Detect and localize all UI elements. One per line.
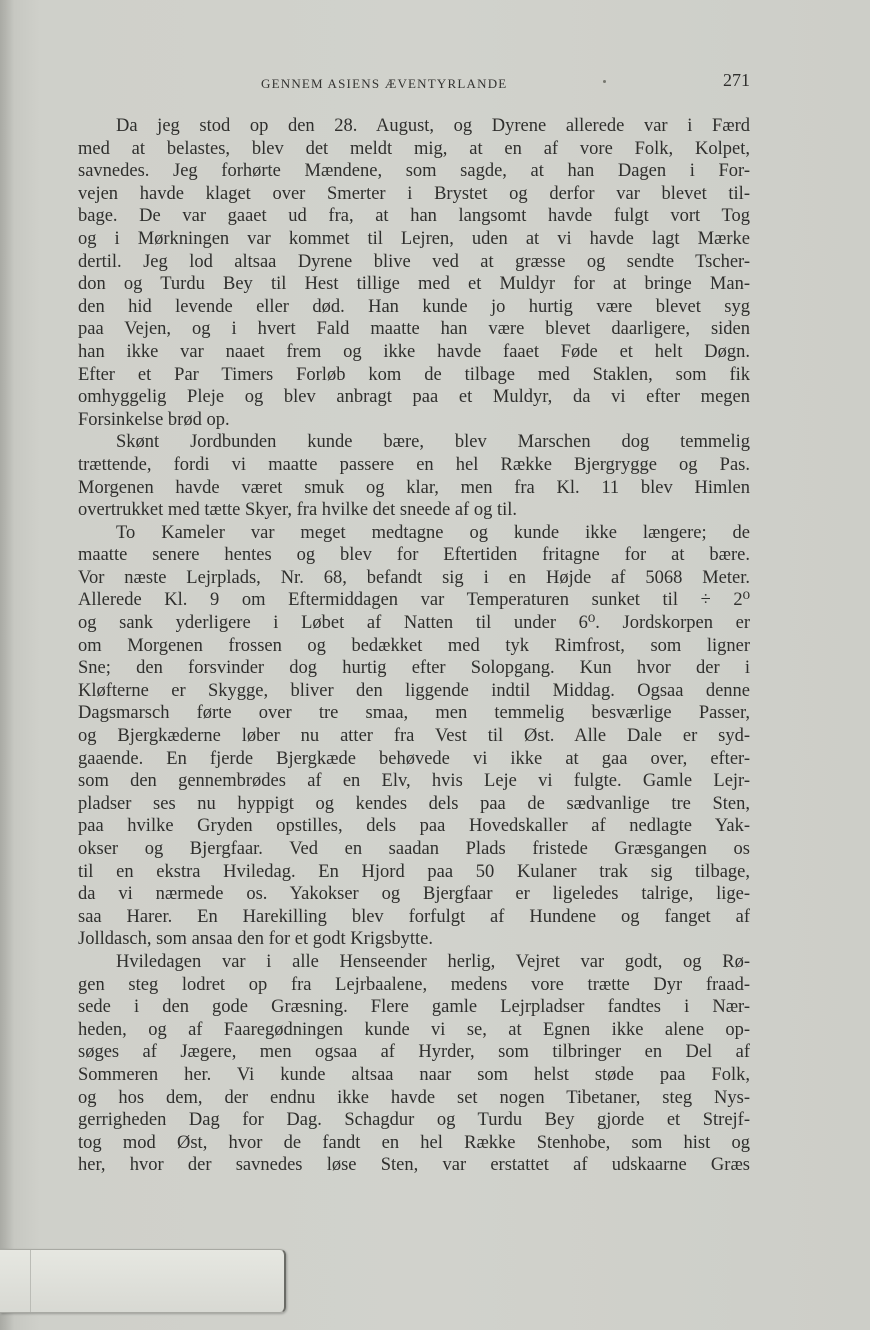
text-line: maatte senere hentes og blev for Eftertiden fritagne for at bære.: [78, 545, 750, 566]
page-number: 271: [723, 70, 750, 90]
text-line: heden, og af Faaregødningen kunde vi se, at Egnen ikke alene op-: [78, 1019, 750, 1040]
text-line: Sommeren her. Vi kunde altsaa naar som helst støde paa Folk,: [78, 1064, 750, 1085]
text-line: Forsinkelse brød op.: [78, 409, 230, 430]
text-line: saa Harer. En Harekilling blev forfulgt af Hundene og fanget af: [78, 906, 750, 927]
text-line: paa hvilke Gryden opstilles, dels paa Hovedskaller af nedlagte Yak-: [78, 816, 750, 837]
text-line: med at belastes, blev det meldt mig, at en af vore Folk, Kolpet,: [78, 138, 750, 159]
text-line: og sank yderligere i Løbet af Natten til under 6⁰. Jordskorpen er: [78, 613, 750, 634]
text-line: gerrigheden Dag for Dag. Schagdur og Turdu Bey gjorde et Strejf-: [78, 1110, 750, 1131]
text-line: trættende, fordi vi maatte passere en hel Række Bjergrygge og Pas.: [78, 454, 750, 475]
text-line: her, hvor der savnedes løse Sten, var erstattet af udskaarne Græs: [78, 1155, 750, 1176]
text-line: don og Turdu Bey til Hest tillige med et Muldyr for at bringe Man-: [78, 274, 750, 295]
text-line: Vor næste Lejrplads, Nr. 68, befandt sig i en Højde af 5068 Meter.: [78, 567, 750, 588]
text-line: Allerede Kl. 9 om Eftermiddagen var Temperaturen sunket til ÷ 2⁰: [78, 590, 750, 611]
text-line: Efter et Par Timers Forløb kom de tilbage med Staklen, som fik: [78, 364, 750, 385]
text-line: omhyggelig Pleje og blev anbragt paa et Muldyr, da vi efter megen: [78, 387, 750, 408]
text-line: Hviledagen var i alle Henseender herlig, Vejret var godt, og Rø-: [116, 951, 750, 972]
running-head-title: GENNEM ASIENS ÆVENTYRLANDE: [261, 76, 508, 91]
text-line: bage. De var gaaet ud fra, at han langsomt havde fulgt vort Tog: [78, 206, 750, 227]
head-dot-mark: [603, 80, 606, 83]
text-line: Sne; den forsvinder dog hurtig efter Solopgang. Kun hvor der i: [78, 658, 750, 679]
text-line: og hos dem, der endnu ikke havde set nogen Tibetaner, steg Nys-: [78, 1087, 750, 1108]
text-line: pladser ses nu hyppigt og kendes dels paa de sædvanlige tre Sten,: [78, 793, 750, 814]
body-text: [78, 115, 750, 1177]
text-line: Kløfterne er Skygge, bliver den liggende indtil Middag. Ogsaa denne: [78, 680, 750, 701]
text-line: dertil. Jeg lod altsaa Dyrene blive ved at græsse og sendte Tscher-: [78, 251, 750, 272]
text-line: om Morgenen frossen og bedækket med tyk Rimfrost, som ligner: [78, 635, 750, 656]
text-line: tog mod Øst, hvor de fandt en hel Række Stenhobe, som hist og: [78, 1132, 750, 1153]
text-line: gaaende. En fjerde Bjergkæde behøvede vi ikke at gaa over, efter-: [78, 748, 750, 769]
text-line: han ikke var naaet frem og ikke havde faaet Føde et helt Døgn.: [78, 341, 750, 362]
text-line: da vi nærmede os. Yakokser og Bjergfaar er ligeledes talrige, lige-: [78, 884, 750, 905]
text-line: søges af Jægere, men ogsaa af Hyrder, som tilbringer en Del af: [78, 1042, 750, 1063]
text-line: sede i den gode Græsning. Flere gamle Lejrpladser fandtes i Nær-: [78, 997, 750, 1018]
text-line: To Kameler var meget medtagne og kunde ikke længere; de: [116, 522, 750, 543]
text-line: Da jeg stod op den 28. August, og Dyrene allerede var i Færd: [116, 116, 750, 136]
text-line: paa Vejen, og i hvert Fald maatte han være blevet daarligere, siden: [78, 319, 750, 340]
text-line: den hid levende eller død. Han kunde jo hurtig være blevet syg: [78, 296, 750, 317]
text-line: som den gennembrødes af en Elv, hvis Leje vi fulgte. Gamle Lejr-: [78, 771, 750, 792]
text-line: vejen havde klaget over Smerter i Brystet og derfor var blevet til-: [78, 183, 750, 204]
page-edge-shadow: [0, 0, 14, 1330]
text-line: Jolldasch, som ansaa den for et godt Krigsbytte.: [78, 929, 434, 950]
text-line: savnedes. Jeg forhørte Mændene, som sagde, at han Dagen i For-: [78, 161, 750, 182]
running-head: [78, 70, 750, 96]
text-line: overtrukket med tætte Skyer, fra hvilke det sneede af og til.: [78, 500, 518, 521]
text-line: Dagsmarsch førte over tre smaa, men temmelig besværlige Passer,: [78, 703, 750, 724]
text-line: Morgenen havde været smuk og klar, men fra Kl. 11 blev Himlen: [78, 477, 750, 498]
text-line: okser og Bjergfaar. Ved en saadan Plads fristede Græsgangen os: [78, 839, 750, 859]
text-line: til en ekstra Hviledag. En Hjord paa 50 Kulaner trak sig tilbage,: [78, 861, 750, 882]
text-line: og i Mørkningen var kommet til Lejren, uden at vi havde lagt Mærke: [78, 228, 750, 249]
text-line: gen steg lodret op fra Lejrbaalene, medens vore trætte Dyr fraad-: [78, 974, 750, 995]
text-line: og Bjergkæderne løber nu atter fra Vest til Øst. Alle Dale er syd-: [78, 726, 750, 747]
text-line: Skønt Jordbunden kunde bære, blev Marschen dog temmelig: [116, 432, 750, 453]
paper-strip-fold: [30, 1250, 31, 1312]
paper-strip: [0, 1249, 286, 1313]
